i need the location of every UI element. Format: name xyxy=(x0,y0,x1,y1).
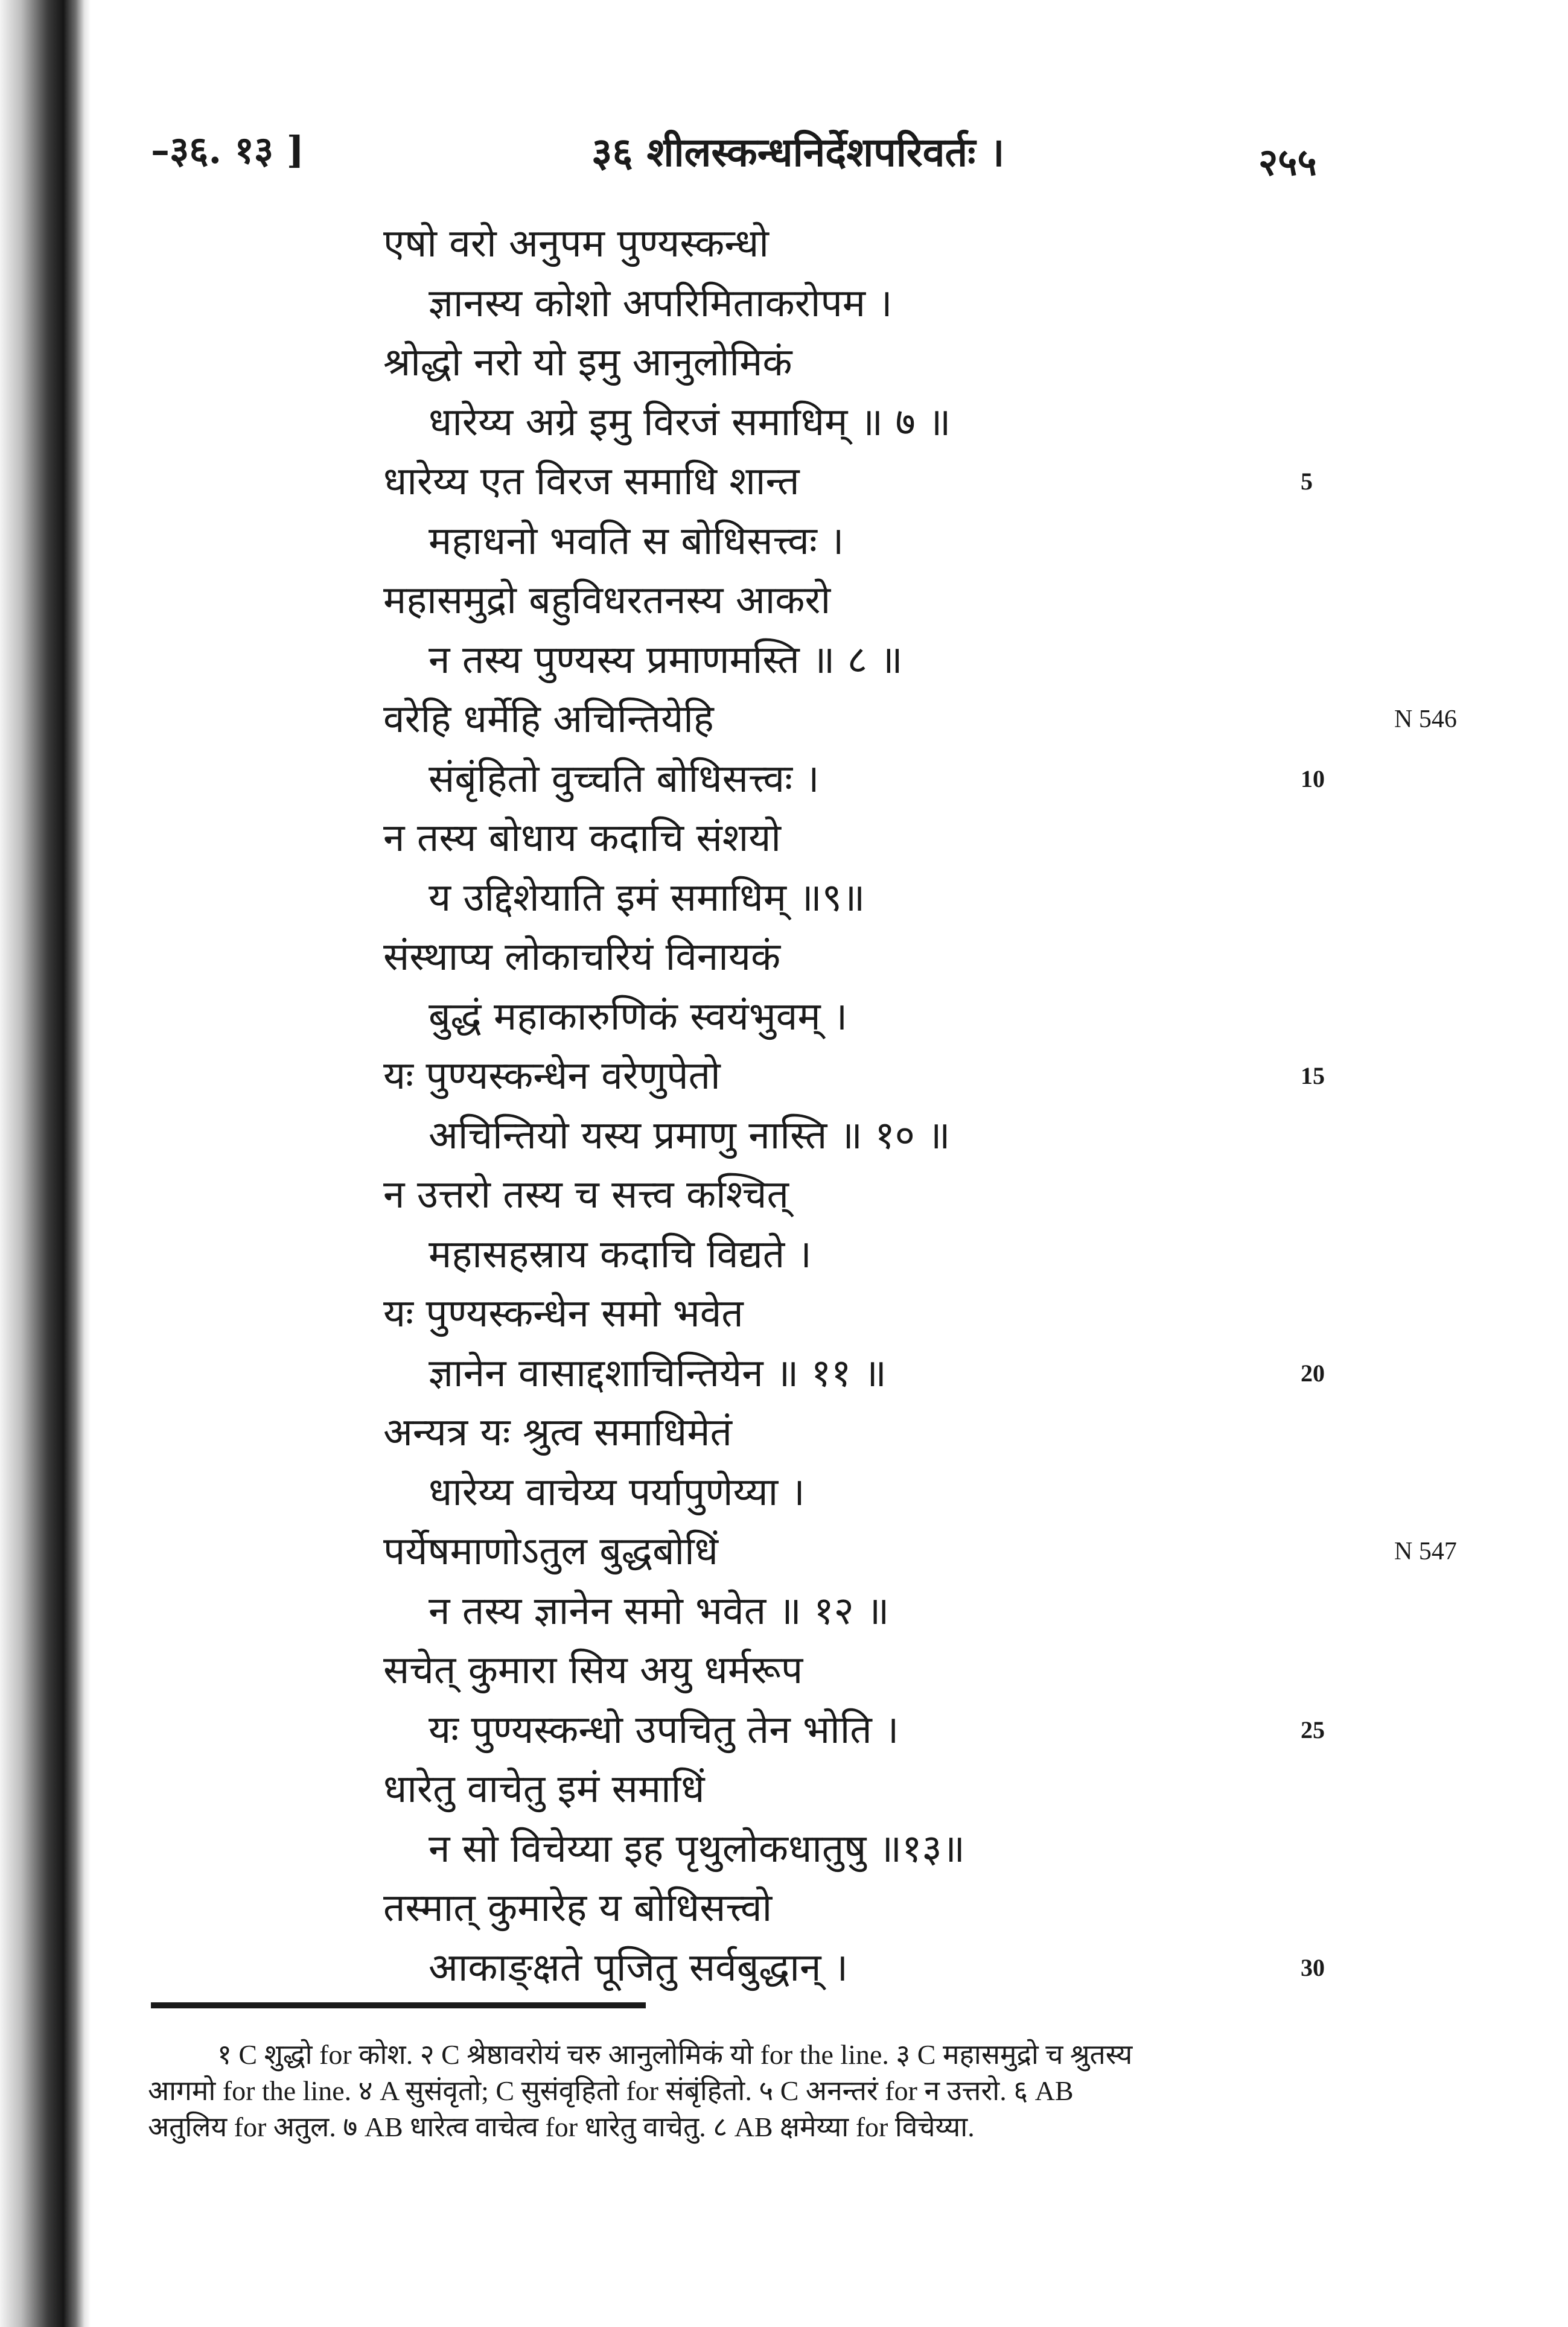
verse-line xyxy=(0,868,1568,928)
manuscript-marker: N 547 xyxy=(1394,1538,1457,1565)
verse-line-text: तस्मात् कुमारेह य बोधिसत्त्वो xyxy=(383,1886,773,1931)
verse-line-text: संबृंहितो वुच्चति बोधिसत्त्वः । xyxy=(429,756,820,801)
line-number: 30 xyxy=(1301,1953,1325,1981)
verse-line-text: न सो विचेय्या इह पृथुलोकधातुषु ॥१३॥ xyxy=(429,1826,965,1871)
verse-line-text: अन्यत्र यः श्रुत्व समाधिमेतं xyxy=(383,1410,732,1455)
verse-line xyxy=(0,452,1568,512)
verse-line-text: वरेहि धर्मेहि अचिन्तियेहि xyxy=(383,697,714,742)
verse-line xyxy=(0,1879,1568,1938)
verse-line xyxy=(0,1463,1568,1523)
verse-line xyxy=(0,571,1568,631)
verse-line-text: न उत्तरो तस्य च सत्त्व कश्चित् xyxy=(383,1173,789,1217)
verse-line xyxy=(0,1046,1568,1106)
verse-line xyxy=(0,690,1568,750)
verse-line-text: आकाङ्क्षते पूजितु सर्वबुद्धान् । xyxy=(429,1945,849,1990)
footnote-rule xyxy=(151,2002,646,2008)
verse-line-text: य उद्दिशेयाति इमं समाधिम् ॥९॥ xyxy=(429,875,865,920)
verse-line xyxy=(0,928,1568,987)
running-title: ३६ शीलस्कन्धनिर्देशपरिवर्तः । xyxy=(591,129,1005,176)
verse-line-text: न तस्य ज्ञानेन समो भवेत ॥ १२ ॥ xyxy=(429,1588,890,1634)
verse-line xyxy=(0,1344,1568,1404)
verse-line-text: धारेय्य वाचेय्य पर्यापुणेय्या । xyxy=(429,1469,805,1515)
verse-line-text: महासहस्राय कदाचि विद्यते । xyxy=(429,1232,812,1277)
verse-line xyxy=(0,1106,1568,1166)
verse-line xyxy=(0,987,1568,1047)
verse-line-text: ज्ञानेन वासाद्दशाचिन्तियेन ॥ ११ ॥ xyxy=(429,1351,887,1396)
verse-line xyxy=(0,1760,1568,1819)
verse-line xyxy=(0,1938,1568,1998)
verse-line-text: सचेत् कुमारा सिय अयु धर्मरूप xyxy=(383,1648,803,1693)
verse-line-text: ज्ञानस्य कोशो अपरिमिताकरोपम । xyxy=(429,281,893,326)
line-number: 15 xyxy=(1301,1062,1325,1089)
verse-line-text: बुद्धं महाकारुणिकं स्वयंभुवम् । xyxy=(429,994,848,1039)
verse-line-text: श्रोद्धो नरो यो इमु आनुलोमिकं xyxy=(383,340,792,385)
verse-line-text: धारेतु वाचेतु इमं समाधिं xyxy=(383,1767,705,1812)
verse-line xyxy=(0,631,1568,690)
verse-line xyxy=(0,1225,1568,1285)
footnote-line: अतुलिय for अतुल. ७ AB धारेत्व वाचेत्व for धारेतु वाचेतु. ८ AB क्षमेय्या for विचेय्या. xyxy=(148,2112,975,2142)
verse-line xyxy=(0,274,1568,334)
page-header xyxy=(0,124,1568,196)
verse-text xyxy=(0,214,1568,1998)
verse-line xyxy=(0,750,1568,809)
manuscript-marker: N 546 xyxy=(1394,705,1457,733)
verse-line-text: धारेय्य एत विरज समाधि शान्त xyxy=(383,459,800,504)
verse-line-text: यः पुण्यस्कन्धेन समो भवेत xyxy=(383,1291,744,1336)
section-reference: –३६. १३ ] xyxy=(151,128,305,172)
verse-line-text: न तस्य बोधाय कदाचि संशयो xyxy=(383,816,781,861)
verse-line xyxy=(0,1403,1568,1463)
line-number: 25 xyxy=(1301,1716,1325,1743)
page-number: २५५ xyxy=(1258,140,1317,184)
footnote-line: १ C शुद्धो for कोश. २ C श्रेष्ठावरोयं चरु आनुलोमिकं यो for the line. ३ C महासमुद्रो च श्रुतस्य xyxy=(217,2039,1133,2070)
verse-line-text: एषो वरो अनुपम पुण्यस्कन्धो xyxy=(383,221,769,266)
verse-line xyxy=(0,1819,1568,1879)
footnotes xyxy=(148,2037,1295,2145)
verse-line xyxy=(0,1165,1568,1225)
verse-line xyxy=(0,1641,1568,1701)
verse-line xyxy=(0,1284,1568,1344)
verse-line-text: पर्येषमाणोऽतुल बुद्धबोधिं xyxy=(383,1529,718,1574)
verse-line-text: धारेय्य अग्रे इमु विरजं समाधिम् ॥ ७ ॥ xyxy=(429,400,951,445)
verse-line-text: अचिन्तियो यस्य प्रमाणु नास्ति ॥ १० ॥ xyxy=(429,1113,951,1158)
verse-line xyxy=(0,1701,1568,1760)
verse-line xyxy=(0,1582,1568,1641)
verse-line xyxy=(0,512,1568,571)
verse-line xyxy=(0,1522,1568,1582)
verse-line-text: महासमुद्रो बहुविधरतनस्य आकरो xyxy=(383,578,831,623)
line-number: 5 xyxy=(1301,468,1313,495)
verse-line xyxy=(0,809,1568,868)
verse-line-text: यः पुण्यस्कन्धेन वरेणुपेतो xyxy=(383,1054,721,1098)
verse-line-text: संस्थाप्य लोकाचरियं विनायकं xyxy=(383,935,781,979)
verse-line-text: महाधनो भवति स बोधिसत्त्वः । xyxy=(429,518,844,564)
verse-line xyxy=(0,333,1568,393)
footnote-line: आगमो for the line. ४ A सुसंवृतो; C सुसंवृहितो for संबृंहितो. ५ C अनन्तरं for न उत्तरो. ६ AB xyxy=(148,2075,1074,2106)
line-number: 20 xyxy=(1301,1359,1325,1387)
verse-line xyxy=(0,393,1568,453)
line-number: 10 xyxy=(1301,765,1325,792)
verse-line xyxy=(0,214,1568,274)
verse-line-text: न तस्य पुण्यस्य प्रमाणमस्ति ॥ ८ ॥ xyxy=(429,637,903,683)
verse-line-text: यः पुण्यस्कन्धो उपचितु तेन भोति । xyxy=(429,1707,899,1752)
